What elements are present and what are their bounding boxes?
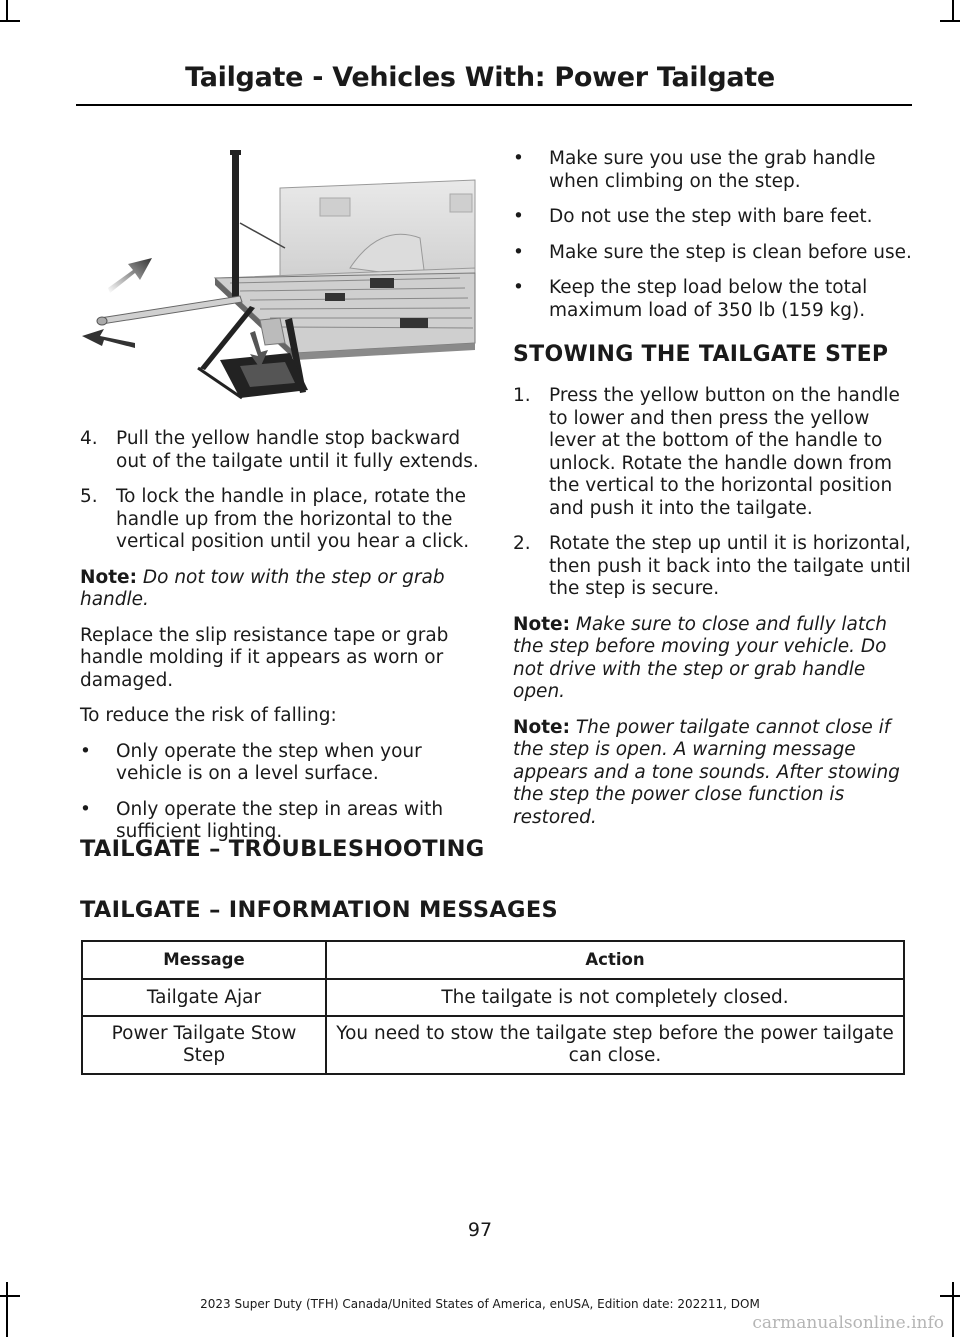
page-number: 97 bbox=[467, 1219, 493, 1241]
footer-text: 2023 Super Duty (TFH) Canada/United States of America, enUSA, Edition date: 202211, DOM bbox=[200, 1297, 760, 1311]
table-cell: Tailgate Ajar bbox=[82, 979, 326, 1016]
step-text: Pull the yellow handle stop backward out of the tailgate until it fully extends. bbox=[116, 428, 479, 472]
note-label: Note: bbox=[513, 613, 570, 635]
crop-mark bbox=[6, 0, 8, 20]
bullet-text: Only operate the step in areas with sufficient lighting. bbox=[116, 798, 444, 842]
bullet-text: Make sure you use the grab handle when climbing on the step. bbox=[549, 148, 876, 192]
paragraph: To reduce the risk of falling: bbox=[80, 705, 337, 726]
table-cell: Power Tailgate Stow Step bbox=[82, 1016, 326, 1074]
sub-heading: TAILGATE – INFORMATION MESSAGES bbox=[80, 897, 558, 923]
information-messages-table bbox=[81, 940, 905, 1075]
crop-mark bbox=[0, 20, 20, 22]
tailgate-step-illustration bbox=[80, 128, 480, 418]
bullet-icon: • bbox=[80, 740, 91, 762]
table-row bbox=[82, 1016, 904, 1074]
bullet-text: Only operate the step when your vehicle is on a level surface. bbox=[116, 740, 422, 784]
section-heading: STOWING THE TAILGATE STEP bbox=[513, 342, 889, 367]
left-column bbox=[80, 128, 480, 857]
list-item bbox=[513, 148, 913, 193]
bullet-icon: • bbox=[513, 206, 524, 227]
list-item bbox=[513, 533, 913, 601]
list-item bbox=[513, 277, 913, 322]
list-item bbox=[513, 242, 913, 265]
list-item bbox=[513, 206, 913, 229]
step-text: Press the yellow button on the handle to lower and then press the yellow lever at the bottom of the handle to unlock. Rotate the handle down from the vertical to the horizontal position and push it into the tailgate. bbox=[549, 385, 900, 519]
bullet-icon: • bbox=[513, 148, 524, 169]
note-text: Do not tow with the step or grab handle. bbox=[80, 566, 445, 610]
bullet-icon: • bbox=[80, 798, 91, 820]
right-column bbox=[513, 148, 913, 842]
list-item bbox=[80, 486, 480, 554]
column-header: Action bbox=[326, 941, 904, 979]
note-label: Note: bbox=[513, 716, 570, 738]
step-text: To lock the handle in place, rotate the handle up from the horizontal to the vertical position until you hear a click. bbox=[116, 486, 470, 552]
table-header-row bbox=[82, 941, 904, 979]
step-number: 2. bbox=[513, 533, 531, 554]
note bbox=[513, 717, 913, 830]
bullet-text: Do not use the step with bare feet. bbox=[549, 206, 873, 227]
column-header: Message bbox=[82, 941, 326, 979]
header-divider bbox=[76, 104, 912, 106]
step-text: Rotate the step up until it is horizontal, then push it back into the tailgate until the step is secure. bbox=[549, 533, 911, 599]
table-cell: You need to stow the tailgate step before the power tailgate can close. bbox=[326, 1016, 904, 1074]
list-item bbox=[80, 428, 480, 473]
table-cell: The tailgate is not completely closed. bbox=[326, 979, 904, 1016]
page-title: Tailgate - Vehicles With: Power Tailgate bbox=[185, 62, 775, 93]
step-number: 4. bbox=[80, 428, 98, 449]
step-number: 5. bbox=[80, 486, 98, 507]
list-item bbox=[80, 741, 480, 786]
step-number: 1. bbox=[513, 385, 531, 406]
section-heading: TAILGATE – TROUBLESHOOTING bbox=[80, 836, 485, 862]
note-text: The power tailgate cannot close if the step is open. A warning message appears and a tone sounds. After stowing the step the power close function is restored. bbox=[513, 716, 900, 828]
bullet-text: Keep the step load below the total maximum load of 350 lb (159 kg). bbox=[549, 277, 868, 321]
note-label: Note: bbox=[80, 566, 137, 588]
crop-mark bbox=[940, 20, 960, 22]
bullet-icon: • bbox=[513, 277, 524, 298]
note bbox=[80, 567, 480, 612]
table-row bbox=[82, 979, 904, 1016]
crop-mark bbox=[952, 0, 954, 20]
note-text: Make sure to close and fully latch the step before moving your vehicle. Do not drive with the step or grab handle open. bbox=[513, 613, 888, 702]
note bbox=[513, 614, 913, 704]
bullet-text: Make sure the step is clean before use. bbox=[549, 241, 912, 263]
watermark: carmanualsonline.info bbox=[752, 1313, 944, 1333]
list-item bbox=[513, 385, 913, 520]
paragraph: Replace the slip resistance tape or grab handle molding if it appears as worn or damaged. bbox=[80, 624, 449, 691]
bullet-icon: • bbox=[513, 241, 524, 263]
